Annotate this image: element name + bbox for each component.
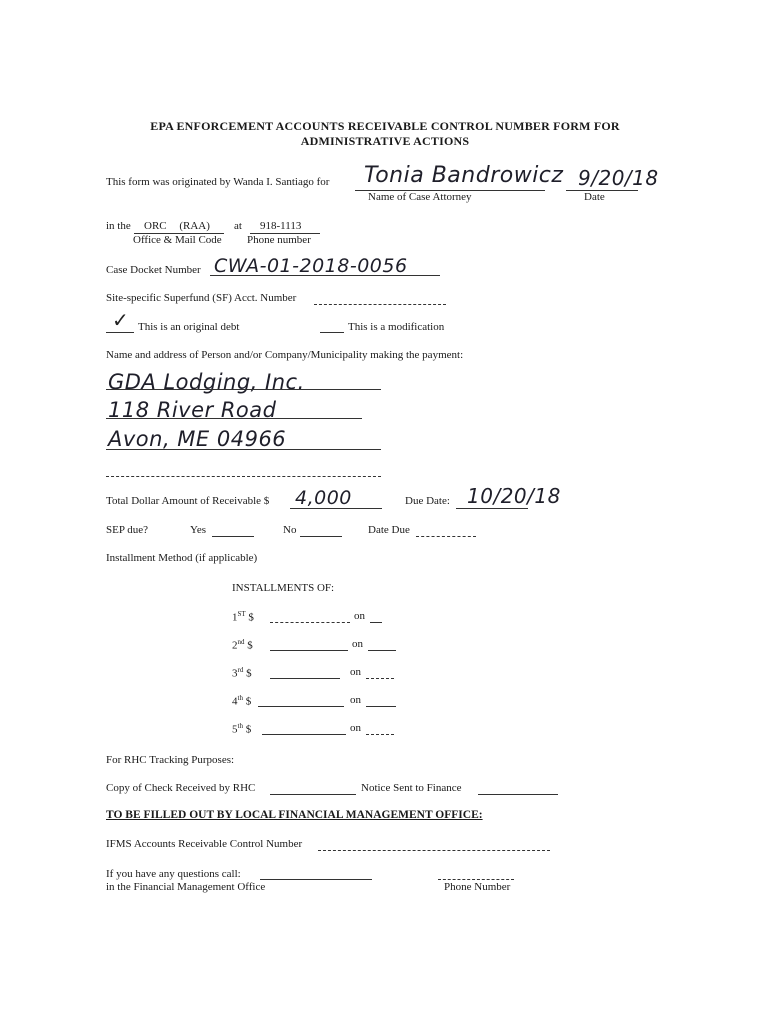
installment-dollar: $ [246, 667, 252, 680]
copy-check-label: Copy of Check Received by RHC [106, 782, 256, 794]
total-label: Total Dollar Amount of Receivable $ [106, 495, 270, 507]
notice-finance-line [478, 794, 558, 795]
due-date-value: 10/20/18 [467, 484, 561, 508]
payer-line2: 118 River Road [108, 398, 277, 422]
modification-label: This is a modification [348, 321, 445, 333]
modification-line [320, 332, 344, 333]
installment-ordinal: 5 [232, 723, 238, 736]
installment-ordinal: 4 [232, 695, 238, 708]
installment-date-line [368, 650, 396, 651]
form-title-line2: ADMINISTRATIVE ACTIONS [300, 134, 470, 148]
installment-amount-line [270, 650, 348, 651]
local-office-heading: TO BE FILLED OUT BY LOCAL FINANCIAL MANAGEMENT OFFICE: [106, 809, 483, 821]
installment-on: on [350, 694, 361, 706]
at-label: at [234, 220, 242, 232]
sep-label: SEP due? [106, 524, 149, 536]
installments-heading: INSTALLMENTS OF: [232, 582, 335, 594]
installment-date-line [370, 622, 382, 623]
installment-amount-line [258, 706, 344, 707]
copy-check-line [270, 794, 356, 795]
ifms-line [318, 850, 550, 851]
installment-on: on [352, 638, 363, 650]
in-the-label: in the [106, 220, 131, 232]
installment-on: on [350, 666, 361, 678]
date-due-label: Date Due [368, 524, 410, 536]
installment-dollar: $ [245, 723, 252, 736]
installment-dollar: $ [245, 695, 252, 708]
installment-date-line [366, 706, 396, 707]
attorney-caption: Name of Case Attorney [368, 191, 472, 203]
date-caption: Date [584, 191, 605, 203]
original-debt-line [106, 332, 134, 333]
superfund-line [314, 304, 446, 305]
installment-suffix: ST [237, 610, 246, 618]
installment-row [232, 722, 251, 736]
total-value: 4,000 [295, 487, 352, 509]
phone-caption: Phone number [247, 234, 311, 246]
installment-amount-line [262, 734, 346, 735]
installment-suffix: nd [237, 638, 245, 646]
questions-line [260, 879, 372, 880]
date-value: 9/20/18 [578, 166, 659, 190]
original-debt-check: ✓ [112, 308, 129, 332]
phone-value: 918-1113 [260, 220, 302, 232]
questions-label: If you have any questions call: [106, 868, 241, 880]
installment-row [232, 638, 253, 652]
sep-no-line [300, 536, 342, 537]
phone-number-caption: Phone Number [444, 881, 511, 893]
installment-ordinal: 1 [232, 611, 238, 624]
installment-ordinal: 3 [232, 667, 238, 680]
total-line [290, 508, 382, 509]
installment-dollar: $ [248, 611, 254, 624]
installment-on: on [354, 610, 365, 622]
ifms-label: IFMS Accounts Receivable Control Number [106, 838, 303, 850]
due-date-label: Due Date: [405, 495, 450, 507]
office-caption: Office & Mail Code [133, 234, 222, 246]
installment-row [232, 666, 252, 680]
superfund-label: Site-specific Superfund (SF) Acct. Number [106, 292, 297, 304]
payer-label: Name and address of Person and/or Company/Municipality making the payment: [106, 349, 464, 361]
payer-rule1 [106, 389, 381, 390]
fin-office-label: in the Financial Management Office [106, 881, 266, 893]
docket-line [210, 275, 440, 276]
installment-method-label: Installment Method (if applicable) [106, 552, 258, 564]
sep-yes-line [212, 536, 254, 537]
installment-suffix: rd [237, 666, 244, 674]
phone-number-line [438, 879, 514, 880]
installment-date-line [366, 734, 394, 735]
office-value: ORC (RAA) [144, 220, 210, 232]
installment-on: on [350, 722, 361, 734]
notice-finance-label: Notice Sent to Finance [361, 782, 462, 794]
original-debt-label: This is an original debt [138, 321, 240, 333]
payer-line3: Avon, ME 04966 [108, 427, 287, 451]
date-due-line [416, 536, 476, 537]
rhc-tracking-label: For RHC Tracking Purposes: [106, 754, 235, 766]
installment-dollar: $ [247, 639, 253, 652]
sep-no-label: No [283, 524, 297, 536]
installment-ordinal: 2 [232, 639, 238, 652]
installment-amount-line [270, 678, 340, 679]
installment-date-line [366, 678, 394, 679]
due-date-line [456, 508, 528, 509]
installment-amount-line [270, 622, 350, 623]
sep-yes-label: Yes [190, 524, 207, 536]
payer-rule3 [106, 449, 381, 450]
form-title-line1: EPA ENFORCEMENT ACCOUNTS RECEIVABLE CONTROL NUMBER FORM FOR [150, 119, 620, 133]
installment-row [232, 610, 254, 624]
installment-suffix: th [237, 694, 243, 702]
attorney-signature: Tonia Bandrowicz [364, 163, 564, 188]
installment-row [232, 694, 251, 708]
payer-rule4 [106, 476, 381, 477]
originated-label: This form was originated by Wanda I. Santiago for [106, 176, 330, 188]
payer-line1: GDA Lodging, Inc. [108, 370, 305, 394]
docket-label: Case Docket Number [106, 264, 201, 276]
payer-rule2 [106, 418, 362, 419]
docket-value: CWA-01-2018-0056 [214, 255, 408, 277]
installment-suffix: th [237, 722, 243, 730]
